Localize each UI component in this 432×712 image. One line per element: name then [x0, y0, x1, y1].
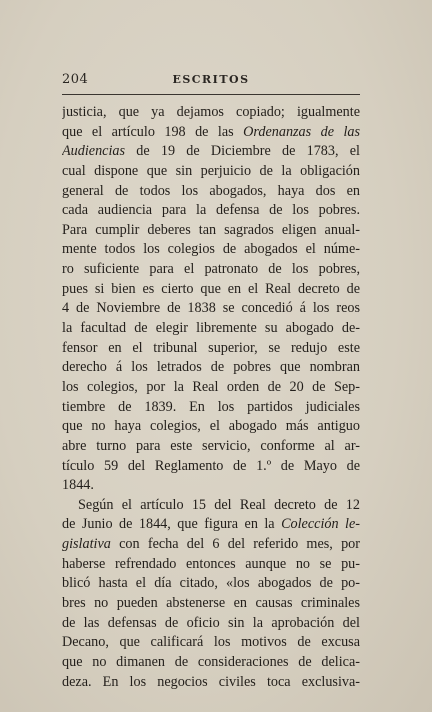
text-line: [62, 221, 360, 241]
text-segment: ro suficiente para el patronato de los pobres,: [62, 261, 360, 278]
text-line: [62, 378, 360, 398]
text-segment: bres no pueden abstenerse en causas criminales: [62, 595, 360, 612]
text-line: [62, 162, 360, 182]
text-segment: blicó hasta el día citado, «los abogados de po-: [62, 575, 360, 592]
text-segment: cada audiencia para la defensa de los pobres.: [62, 202, 360, 219]
text-line: [62, 633, 360, 653]
text-segment: justicia, que ya dejamos copiado; igualmente: [62, 104, 360, 120]
text-segment: derecho á los letrados de pobres que nombran: [62, 359, 360, 376]
text-line: [62, 358, 360, 378]
text-line: [62, 260, 360, 280]
italic-segment: Audiencias: [62, 143, 126, 160]
text-line: [62, 103, 360, 123]
page-number: 204: [62, 72, 89, 87]
text-segment: que no haya colegios, el abogado más antiguo: [62, 418, 360, 435]
text-line: [62, 614, 360, 634]
text-segment: mente todos los colegios de abogados el núme-: [62, 241, 360, 258]
header-rule: [62, 94, 360, 95]
text-line: [62, 653, 360, 673]
text-line: [62, 182, 360, 202]
text-segment: de Junio de 1844, que figura en la: [62, 516, 282, 533]
text-line: [62, 457, 360, 477]
text-line: [62, 240, 360, 260]
text-segment: Decano, que calificará los motivos de excusa: [62, 634, 360, 651]
text-segment: con fecha del 6 del referido mes, por: [110, 536, 360, 553]
text-segment: pues si bien es cierto que en el Real decreto de: [62, 280, 360, 297]
text-segment: de las defensas de oficio sin la aprobación del: [62, 614, 360, 631]
text-line: [62, 417, 360, 437]
text-line: [62, 515, 360, 535]
italic-segment: Ordenanzas de las: [243, 123, 360, 140]
text-segment: la facultad de elegir libremente su abogado de-: [62, 320, 360, 337]
text-segment: los colegios, por la Real orden de 20 de Sep-: [62, 378, 360, 395]
text-line: [62, 535, 360, 555]
text-segment: cual dispone que sin perjuicio de la obligación: [62, 162, 360, 179]
text-line: [62, 123, 360, 143]
running-head: ESCRITOS: [172, 73, 250, 86]
text-line: [62, 476, 360, 496]
text-line: [62, 319, 360, 339]
text-segment: general de todos los abogados, haya dos en: [62, 182, 360, 199]
text-line: [62, 594, 360, 614]
text-line: [62, 574, 360, 594]
text-segment: Para cumplir deberes tan sagrados eligen anual-: [62, 221, 360, 238]
text-line: [62, 299, 360, 319]
text-segment: de 19 de Diciembre de 1783, el: [125, 143, 360, 160]
text-segment: haberse refrendado entonces aunque no se pu-: [62, 555, 360, 572]
text-segment: Según el artículo 15 del Real decreto de 12: [78, 496, 360, 513]
text-line: [62, 437, 360, 457]
text-line: [62, 339, 360, 359]
text-line: [62, 142, 360, 162]
text-segment: fensor en el tribunal superior, se redujo este: [62, 339, 360, 356]
text-segment: deza. En los negocios civiles toca exclusiva-: [62, 673, 360, 690]
text-segment: que no dimanen de consideraciones de delica-: [62, 653, 360, 670]
text-line: [62, 555, 360, 575]
text-segment: 1844.: [62, 477, 94, 494]
text-line: [62, 201, 360, 221]
text-line: [62, 496, 360, 516]
italic-segment: Colección le-: [281, 516, 360, 533]
page-header: [62, 72, 360, 90]
text-segment: 4 de Noviembre de 1838 se concedió á los reos: [62, 300, 360, 317]
text-line: [62, 280, 360, 300]
text-segment: tículo 59 del Reglamento de 1.º de Mayo de: [62, 457, 360, 474]
text-segment: tiembre de 1839. En los partidos judiciales: [62, 398, 360, 415]
text-line: [62, 673, 360, 693]
text-line: [62, 398, 360, 418]
text-segment: que el artículo 198 de las: [62, 123, 244, 140]
body-text: [62, 103, 360, 692]
italic-segment: gislativa: [62, 536, 111, 553]
text-segment: abre turno para este servicio, conforme al ar-: [62, 437, 360, 454]
